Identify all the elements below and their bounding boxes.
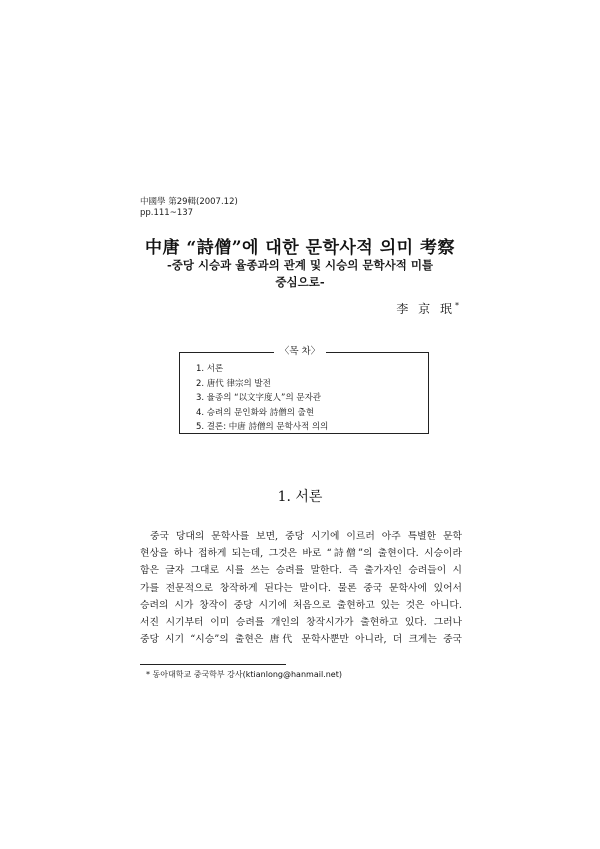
body-line: 중당 시기 “시승”의 출현은 唐代 문학사뿐만 아니라, 더 크게는 중국 <box>140 634 462 646</box>
body-line: 승려의 시가 창작이 중당 시기에 처음으로 출현하고 있는 것은 아니다. <box>140 599 462 611</box>
footnote-divider <box>140 664 286 665</box>
toc-title: 〈목 차〉 <box>0 343 600 357</box>
subtitle-line: -중당 시승과 율종과의 관계 및 시승의 문학사적 미틀 <box>166 258 434 272</box>
footnote <box>146 669 342 680</box>
body-paragraph <box>140 528 462 648</box>
body-line: 현상을 하나 접하게 되는데, 그것은 바로 “詩僧”의 출현이다. 시승이라 <box>140 548 462 560</box>
body-line: 중국 당대의 문학사를 보면, 중당 시기에 이르러 아주 특별한 문학 <box>150 531 462 542</box>
article-subtitle <box>150 257 450 291</box>
footnote-mark: * <box>146 670 150 679</box>
author-footnote-mark: * <box>455 301 459 310</box>
body-line: 서진 시기부터 이미 승려를 개인의 창작시가가 출현하고 있다. 그러나 <box>140 617 462 629</box>
page-range: pp.111~137 <box>140 208 194 218</box>
subtitle-line: 중심으로- <box>275 275 325 289</box>
toc-item: 5. 결론: 中唐 詩僧의 문학사적 의의 <box>196 422 329 432</box>
author-name <box>396 300 459 317</box>
body-line: 함은 글자 그대로 시를 쓰는 승려를 말한다. 즉 출가자인 승려들이 시 <box>140 565 462 577</box>
article-title: 中唐 “詩僧”에 대한 문학사적 의미 考察 <box>145 238 455 258</box>
journal-citation: 中國學 第29輯(2007.12) <box>140 197 238 207</box>
toc-list <box>196 362 328 435</box>
toc-item: 3. 율종의 “以文字度人”의 문자관 <box>196 393 322 403</box>
journal-meta <box>140 197 238 219</box>
footnote-text: 동아대학교 중국학부 강사(ktianlong@hanmail.net) <box>152 670 342 679</box>
toc-item: 1. 서론 <box>196 364 224 374</box>
author-name-text: 李 京 珉 <box>396 302 455 316</box>
toc-item: 4. 승려의 문인화와 詩僧의 출현 <box>196 407 315 418</box>
body-line: 가를 전문적으로 창작하게 된다는 말이다. 물론 중국 문학사에 있어서 <box>140 582 462 594</box>
toc-item: 2. 唐代 律宗의 발전 <box>196 378 271 389</box>
section-heading: 1. 서론 <box>277 489 323 505</box>
